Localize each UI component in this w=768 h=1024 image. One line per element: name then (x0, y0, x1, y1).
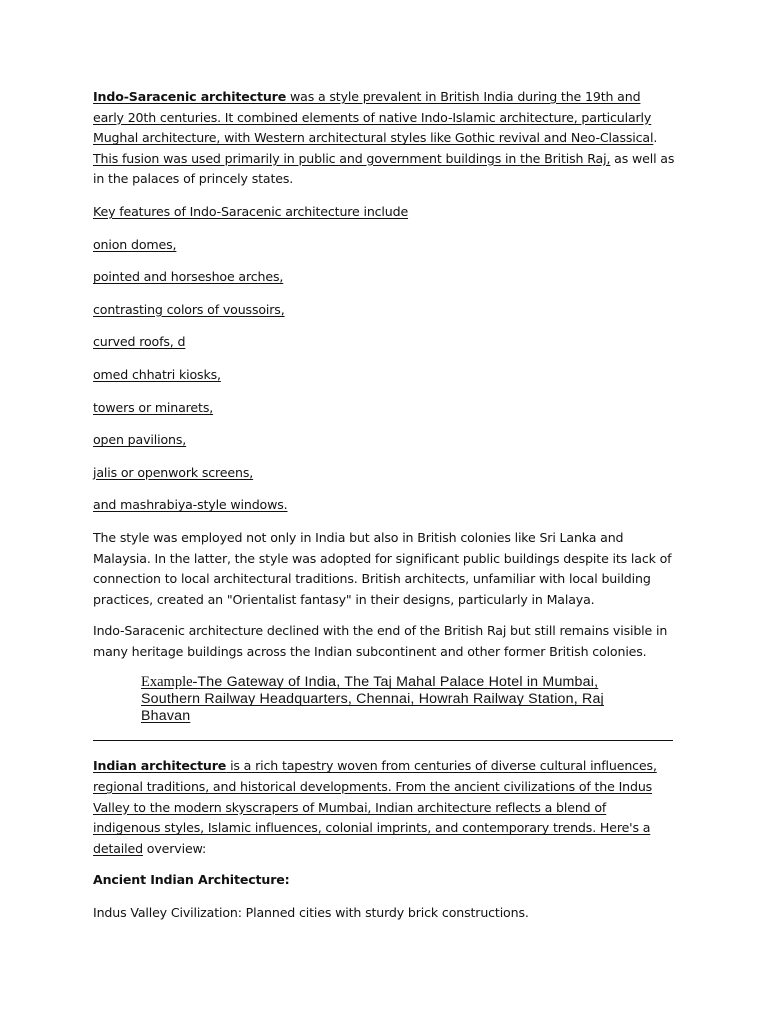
feature-item: towers or minarets, (93, 399, 214, 415)
indian-architecture-paragraph (93, 756, 675, 859)
ancient-item: Indus Valley Civilization: Planned cities with sturdy brick constructions. (93, 905, 529, 921)
colonies-paragraph: The style was employed not only in India but also in British colonies like Sri Lanka and Malaysia. In the latter, the style was adopted for significant public buildings despite its lack of connection to local architectural traditions. British architects, unfamiliar with local building practices, created an "Orientalist fantasy" in their designs, particularly in Malaya. (93, 529, 672, 607)
horizontal-divider (93, 740, 673, 741)
feature-item: pointed and horseshoe arches, (93, 269, 284, 285)
feature-item: onion domes, (93, 236, 177, 252)
example-text: The Gateway of India, The Taj Mahal Palace Hotel in Mumbai, Southern Railway Headquarters, Chennai, Howrah Railway Station, Raj Bhavan (141, 674, 604, 725)
feature-item: jalis or openwork screens, (93, 464, 254, 480)
indian-text-3: overview: (142, 840, 207, 856)
example-label: Example- (141, 674, 198, 691)
indian-text-1: is a rich tapestry woven from centuries of diverse cultural influences, regional traditions, and historical developments (93, 758, 657, 795)
indo-saracenic-term: Indo-Saracenic architecture (93, 89, 287, 104)
ancient-architecture-heading: Ancient Indian Architecture: (93, 872, 290, 888)
feature-item: and mashrabiya-style windows. (93, 497, 288, 513)
decline-paragraph: Indo-Saracenic architecture declined with the end of the British Raj but still remains visible in many heritage buildings across the Indian subcontinent and other former British colonies. (93, 623, 668, 659)
feature-item: open pavilions, (93, 432, 187, 448)
indian-architecture-term: Indian architecture (93, 758, 227, 774)
feature-item: omed chhatri kiosks, (93, 366, 221, 382)
indian-text-2: . From the ancient civilizations of the Indus Valley to the modern skyscrapers of Mumbai, Indian architecture reflects a blend of indigenous styles, Islamic influences, colonial imprints, and contemporary trends. Here's a detailed (93, 779, 653, 856)
key-features-heading: Key features of Indo-Saracenic architecture include (93, 203, 409, 219)
intro-text-1: was a style prevalent in British India during the 19th and early 20th centuries. It combined elements of native Indo-Islamic architecture, particularly Mughal architecture, with Western architectural styles like Gothic revival and Neo-Classical (93, 89, 654, 146)
intro-text-3: This fusion was used primarily in public and government buildings in the British Raj, (93, 150, 611, 166)
document-page (93, 87, 675, 924)
feature-item: curved roofs, d (93, 334, 186, 350)
intro-text-2: . (653, 130, 658, 146)
feature-item: contrasting colors of voussoirs, (93, 301, 285, 317)
intro-paragraph (93, 87, 675, 190)
example-paragraph (141, 674, 641, 725)
intro-text-4: as well as in the palaces of princely states. (93, 150, 675, 187)
